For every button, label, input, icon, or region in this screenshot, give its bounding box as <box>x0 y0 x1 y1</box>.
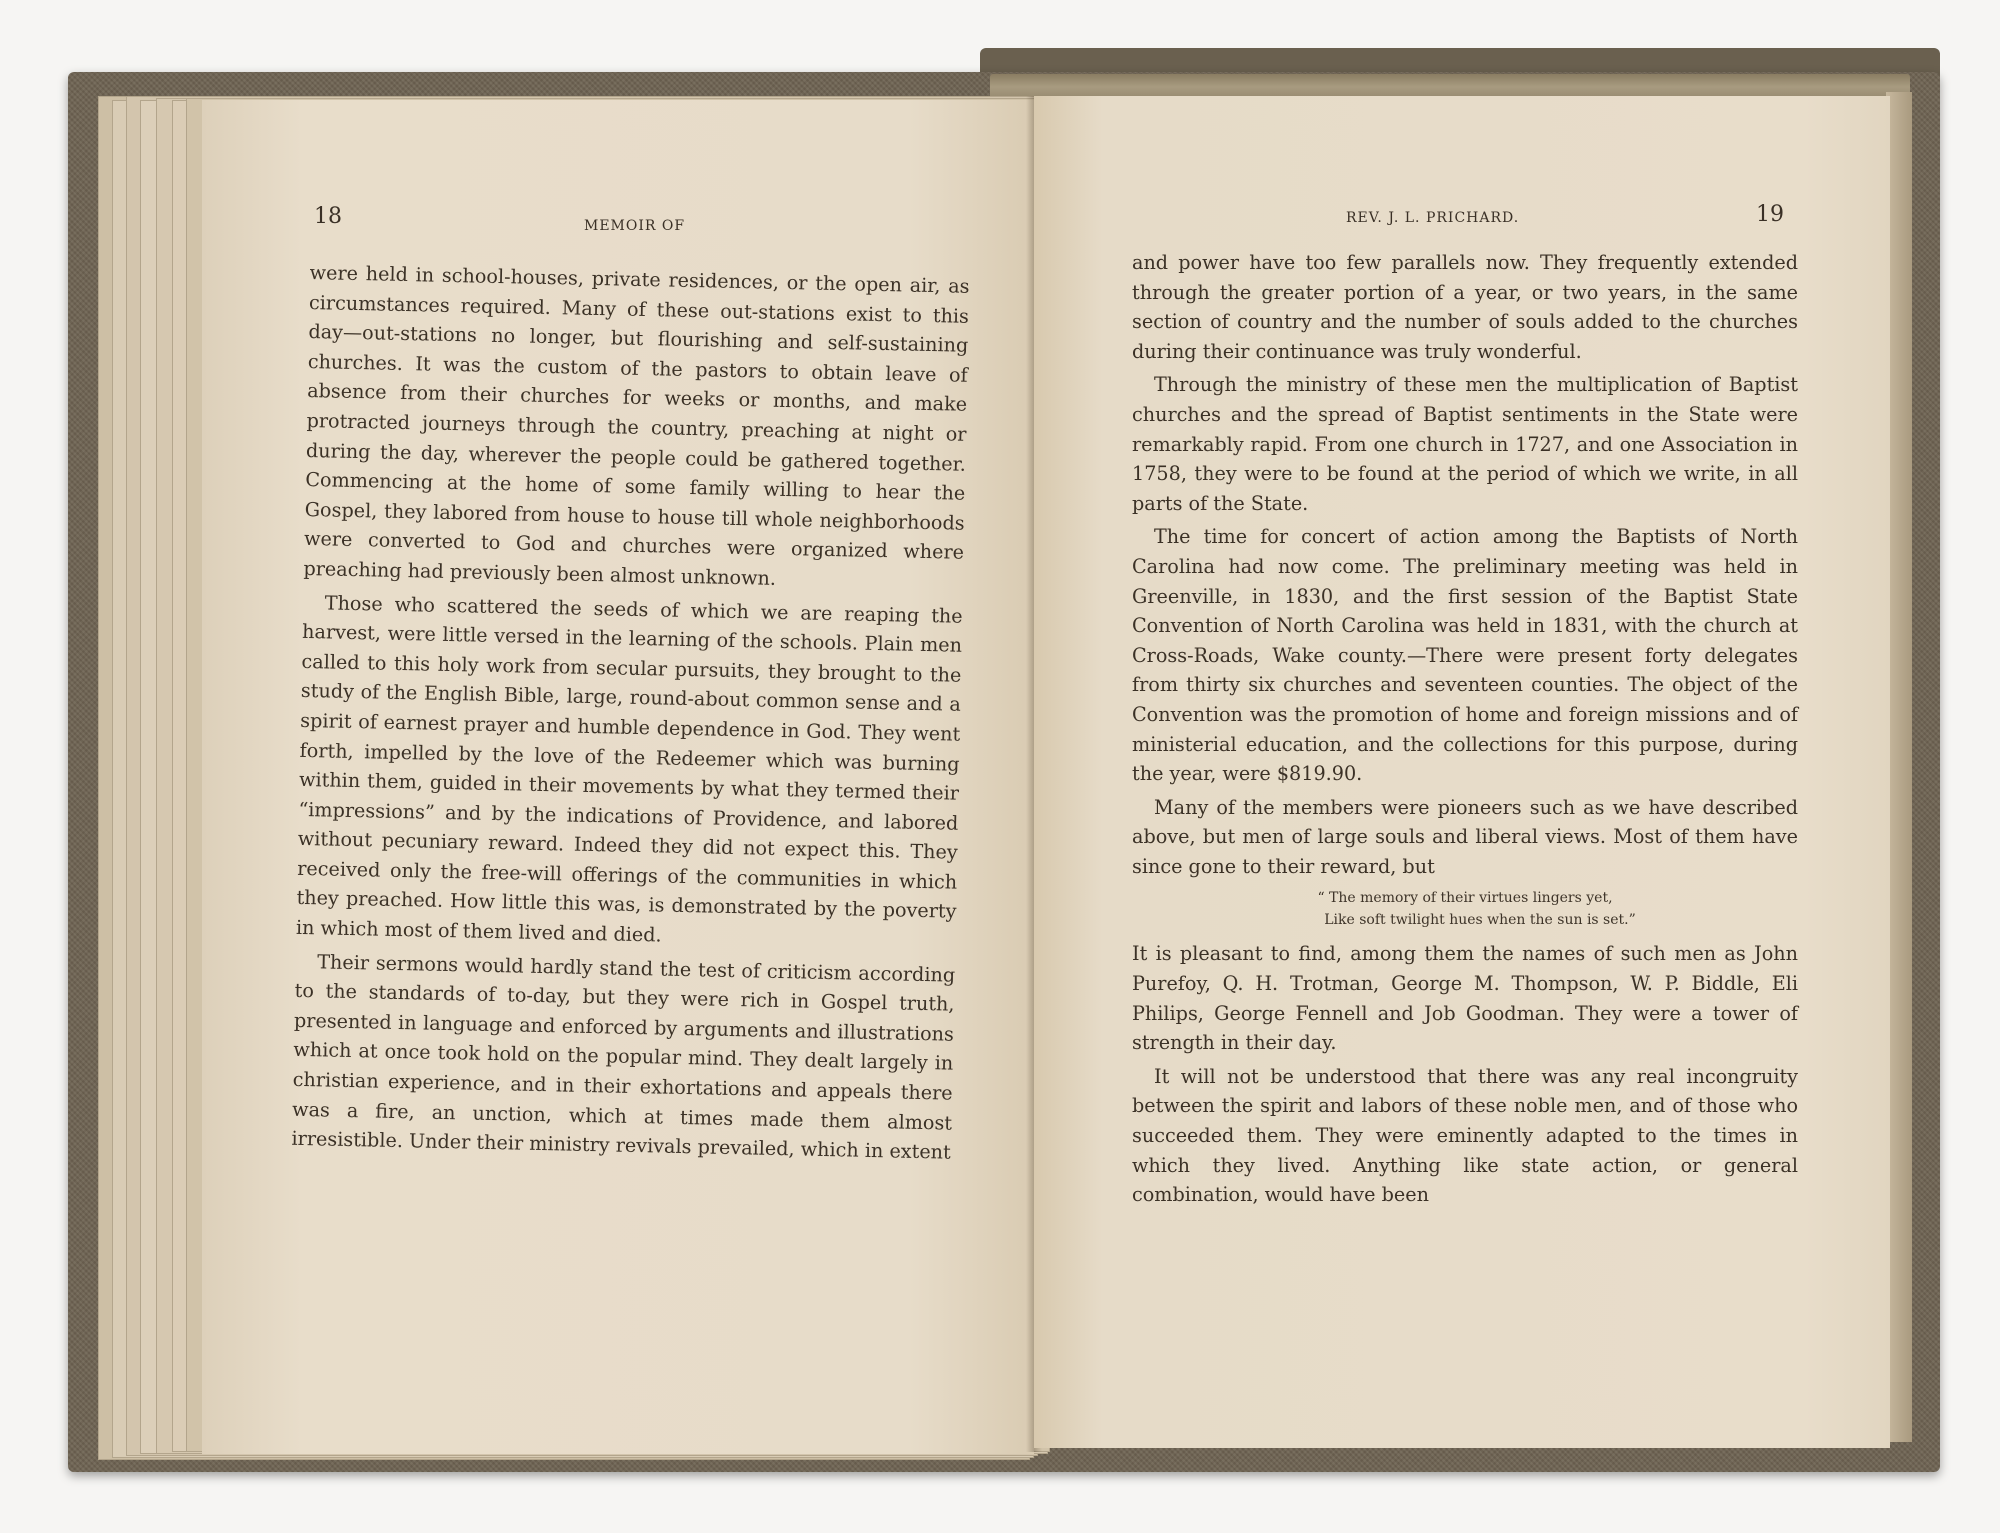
paragraph: The time for concert of action among the Baptists of North Carolina had now come. The preliminary meeting was held in Greenville, in 1830, and the first session of the Baptist State Convention of North Carolina was held in 1831, with the church at Cross-Roads, Wake county.—There were present forty delegates from thirty six churches and seventeen counties. The object of the Convention was the promotion of home and foreign missions and of ministerial education, and the collections for this purpose, during the year, were $819.90. <box>1132 525 1798 786</box>
quote-line: Like soft twilight hues when the sun is set.” <box>1324 912 1636 929</box>
right-page <box>1034 96 1890 1448</box>
left-page <box>202 100 1034 1454</box>
verse-quote <box>1132 887 1798 931</box>
page-number: 18 <box>314 204 342 229</box>
page-number: 19 <box>1756 202 1784 227</box>
right-page-body <box>1132 248 1798 1210</box>
paragraph: Many of the members were pioneers such as we have described above, but men of large souls and liberal views. Most of them have since gone to their reward, but <box>1132 795 1798 878</box>
paragraph: were held in school-houses, private residences, or the open air, as circumstances required. Many of these out-stations exist to this day—out-stations no longer, but flourishing and self-sustaining churches. It was the custom of the pastors to obtain leave of absence from their churches for weeks or months, and make protracted journeys through the country, preaching at night or during the day, wherever the people could be gathered together. Commencing at the home of some family willing to hear the Gospel, they labored from house to house till whole neighborhoods were converted to God and churches were organized where preaching had previously been almost unknown. <box>303 260 970 590</box>
running-head: MEMOIR OF <box>584 218 686 234</box>
left-page-body <box>291 258 970 1167</box>
paragraph: Through the ministry of these men the multiplication of Baptist churches and the spread of Baptist sentiments in the State were remarkably rapid. From one church in 1727, and one Association in 1758, they were to be found at the period of which we write, in all parts of the State. <box>1132 373 1798 515</box>
paragraph: It will not be understood that there was any real incongruity between the spirit and labors of these noble men, and of those who succeeded them. They were eminently adapted to the times in which they lived. Anything like state action, or general combination, would have been <box>1132 1064 1798 1207</box>
paragraph: Those who scattered the seeds of which we are reaping the harvest, were little versed in the learning of the schools. Plain men called to this holy work from secular pursuits, they brought to the study of the English Bible, large, round-about common sense and a spirit of earnest prayer and humble dependence in God. They went forth, impelled by the love of the Redeemer which was burning within them, guided in their movements by what they termed their “impressions” and by the indications of Providence, and labored without pecuniary reward. Indeed they did not expect this. They received only the free-will offerings of the communities in which they preached. How little this was, is demonstrated by the poverty in which most of them lived and died. <box>295 590 963 947</box>
running-head: REV. J. L. PRICHARD. <box>1346 210 1520 226</box>
quote-line: “ The memory of their virtues lingers yet, <box>1317 890 1613 907</box>
paragraph: and power have too few parallels now. They frequently extended through the greater portion of a year, or two years, in the same section of country and the number of souls added to the churches during their continuance was truly wonderful. <box>1132 251 1798 363</box>
paragraph: Their sermons would hardly stand the test of criticism according to the standards of to-day, but they were rich in Gospel truth, presented in language and enforced by arguments and illustrations which at once took hold on the popular mind. They dealt largely in christian experience, and in their exhortations and appeals there was a fire, an unction, which at times made them almost irresistible. Under their ministry revivals prevailed, which in extent <box>291 949 956 1164</box>
paragraph: It is pleasant to find, among them the names of such men as John Purefoy, Q. H. Trotman, George M. Thompson, W. P. Biddle, Eli Philips, George Fennell and Job Goodman. They were a tower of strength in their day. <box>1132 942 1798 1055</box>
